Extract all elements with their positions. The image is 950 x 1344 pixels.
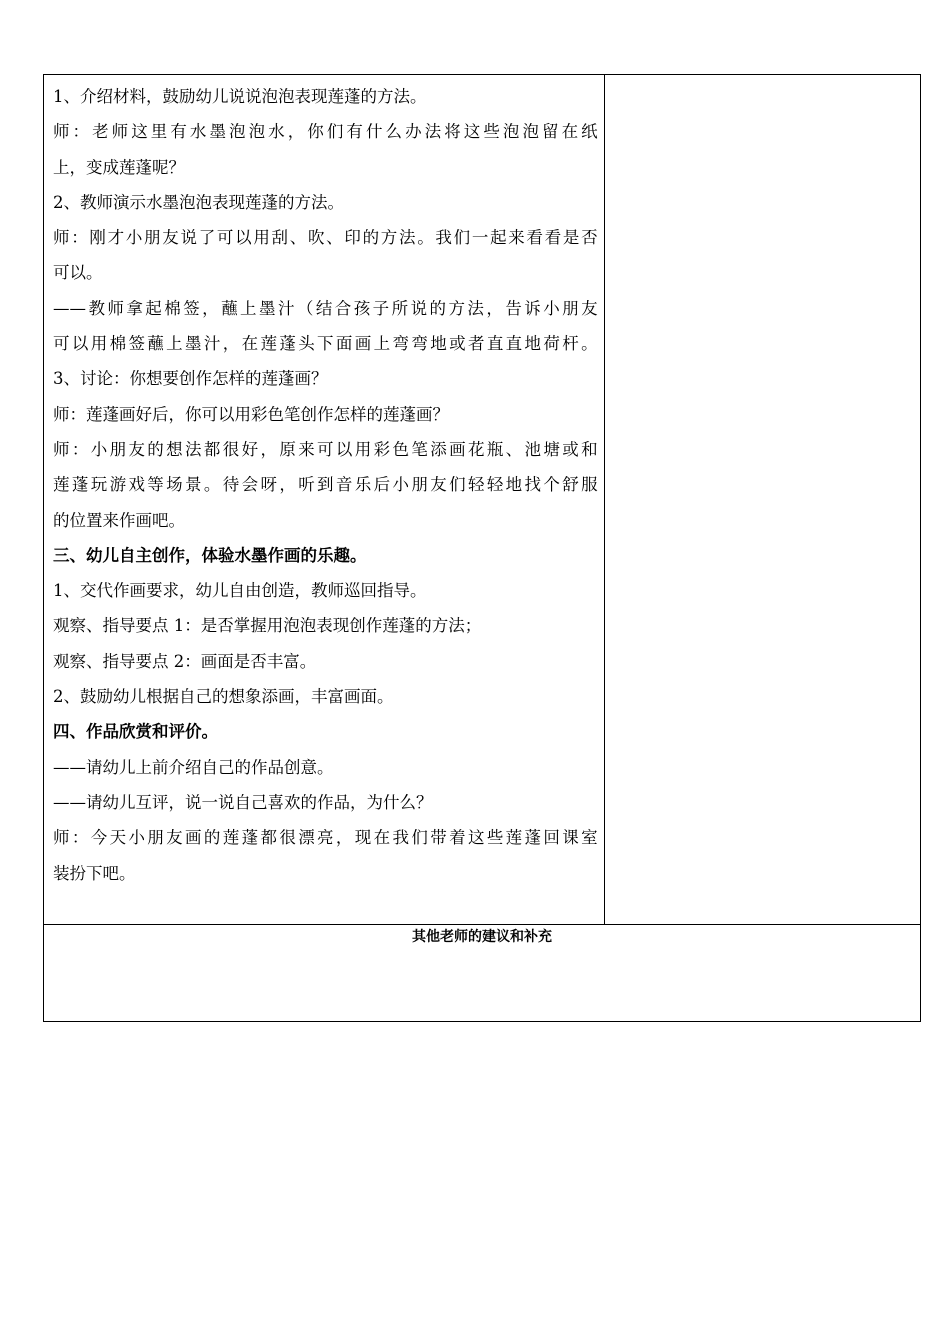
lesson-line: 的位置来作画吧。 — [53, 510, 185, 530]
lesson-line: 可以用棉签蘸上墨汁，在莲蓬头下面画上弯弯地或者直直地荷杆。 — [53, 334, 598, 354]
lesson-line: 3、讨论：你想要创作怎样的莲蓬画？ — [53, 369, 328, 389]
lesson-content-cell — [44, 75, 605, 925]
content-row — [44, 75, 921, 925]
lesson-line: 1、介绍材料，鼓励幼儿说说泡泡表现莲蓬的方法。 — [53, 87, 427, 106]
suggestions-title: 其他老师的建议和补充 — [412, 929, 552, 945]
lesson-line: 观察、指导要点 1：是否掌握用泡泡表现创作莲蓬的方法； — [53, 616, 482, 636]
lesson-line: 观察、指导要点 2：画面是否丰富。 — [53, 651, 317, 671]
lesson-line: 四、作品欣赏和评价。 — [53, 722, 218, 742]
lesson-line: 装扮下吧。 — [53, 863, 136, 883]
lesson-line: 可以。 — [53, 263, 103, 283]
lesson-line: 1、交代作画要求，幼儿自由创造，教师巡回指导。 — [53, 581, 427, 601]
lesson-line: 上，变成莲蓬呢？ — [53, 157, 185, 177]
lesson-line: ——教师拿起棉签，蘸上墨汁（结合孩子所说的方法，告诉小朋友 — [53, 298, 598, 318]
lesson-line: 2、鼓励幼儿根据自己的想象添画，丰富画面。 — [53, 687, 394, 707]
lesson-lines — [53, 79, 598, 891]
lesson-line: ——请幼儿上前介绍自己的作品创意。 — [53, 757, 334, 777]
lesson-line: 师：今天小朋友画的莲蓬都很漂亮，现在我们带着这些莲蓬回课室 — [53, 828, 598, 848]
lesson-line: 师：莲蓬画好后，你可以用彩色笔创作怎样的莲蓬画？ — [53, 404, 449, 424]
lesson-line: 师：老师这里有水墨泡泡水，你们有什么办法将这些泡泡留在纸 — [53, 122, 598, 142]
lesson-line: 2、教师演示水墨泡泡表现莲蓬的方法。 — [53, 192, 344, 212]
suggestions-cell — [44, 925, 921, 1022]
lesson-plan-table — [43, 74, 921, 1022]
lesson-line: 师：小朋友的想法都很好，原来可以用彩色笔添画花瓶、池塘或和 — [53, 439, 598, 459]
lesson-line: 莲蓬玩游戏等场景。待会呀，听到音乐后小朋友们轻轻地找个舒服 — [53, 475, 598, 495]
lesson-line: ——请幼儿互评，说一说自己喜欢的作品，为什么？ — [53, 792, 433, 812]
lesson-line: 师：刚才小朋友说了可以用刮、吹、印的方法。我们一起来看看是否 — [53, 228, 598, 248]
reflection-cell — [604, 75, 920, 925]
lesson-line: 三、幼儿自主创作，体验水墨作画的乐趣。 — [53, 545, 367, 565]
footer-row — [44, 925, 921, 1022]
